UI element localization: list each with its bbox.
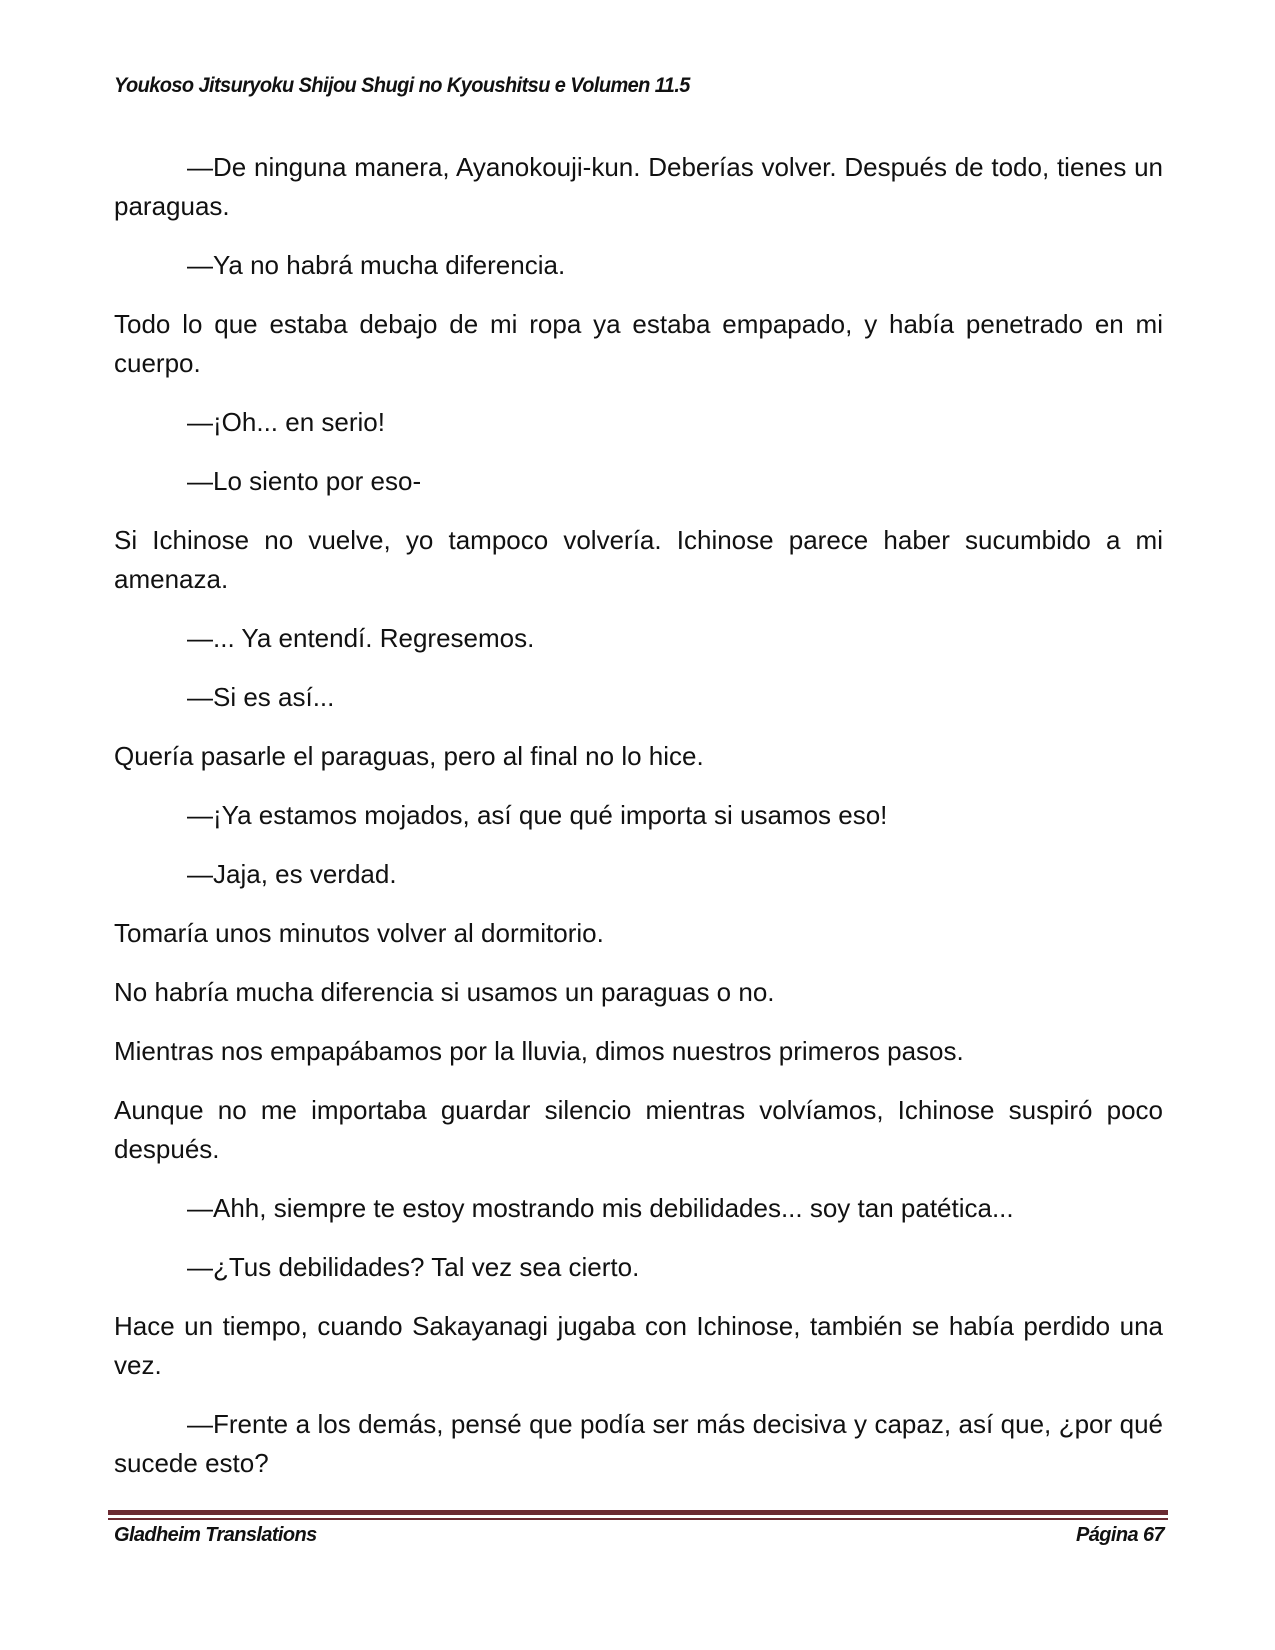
paragraph: —De ninguna manera, Ayanokouji-kun. Deberías volver. Después de todo, tienes un paraguas. — [114, 152, 1163, 221]
paragraph: —... Ya entendí. Regresemos. — [187, 623, 535, 653]
paragraph: Aunque no me importaba guardar silencio mientras volvíamos, Ichinose suspiró poco después. — [114, 1095, 1163, 1164]
paragraph: —Ahh, siempre te estoy mostrando mis debilidades... soy tan patética... — [187, 1193, 1014, 1223]
footer-translator: Gladheim Translations — [114, 1524, 317, 1546]
running-header: Youkoso Jitsuryoku Shijou Shugi no Kyoushitsu e Volumen 11.5 — [114, 74, 690, 97]
paragraph: —¡Oh... en serio! — [187, 407, 385, 437]
paragraph: No habría mucha diferencia si usamos un paraguas o no. — [114, 977, 775, 1007]
paragraph: Mientras nos empapábamos por la lluvia, dimos nuestros primeros pasos. — [114, 1036, 964, 1066]
paragraph: Hace un tiempo, cuando Sakayanagi jugaba con Ichinose, también se había perdido una vez. — [114, 1311, 1163, 1380]
paragraph: Si Ichinose no vuelve, yo tampoco volvería. Ichinose parece haber sucumbido a mi amenaza. — [114, 525, 1163, 594]
footer-rule-thick — [108, 1510, 1168, 1515]
paragraph: —Lo siento por eso- — [187, 466, 422, 496]
paragraph: Quería pasarle el paraguas, pero al final no lo hice. — [114, 741, 704, 771]
paragraph: —¿Tus debilidades? Tal vez sea cierto. — [187, 1252, 640, 1282]
footer-rule-thin — [108, 1518, 1168, 1520]
paragraph: —Si es así... — [187, 682, 335, 712]
page-body — [114, 148, 1163, 1503]
paragraph: —Jaja, es verdad. — [187, 859, 397, 889]
footer-page-number: Página 67 — [1076, 1524, 1164, 1546]
paragraph: Tomaría unos minutos volver al dormitorio. — [114, 918, 604, 948]
paragraph: —Frente a los demás, pensé que podía ser más decisiva y capaz, así que, ¿por qué sucede esto? — [114, 1409, 1163, 1478]
paragraph: —¡Ya estamos mojados, así que qué importa si usamos eso! — [187, 800, 888, 830]
paragraph: Todo lo que estaba debajo de mi ropa ya estaba empapado, y había penetrado en mi cuerpo. — [114, 309, 1163, 378]
paragraph: —Ya no habrá mucha diferencia. — [187, 250, 566, 280]
